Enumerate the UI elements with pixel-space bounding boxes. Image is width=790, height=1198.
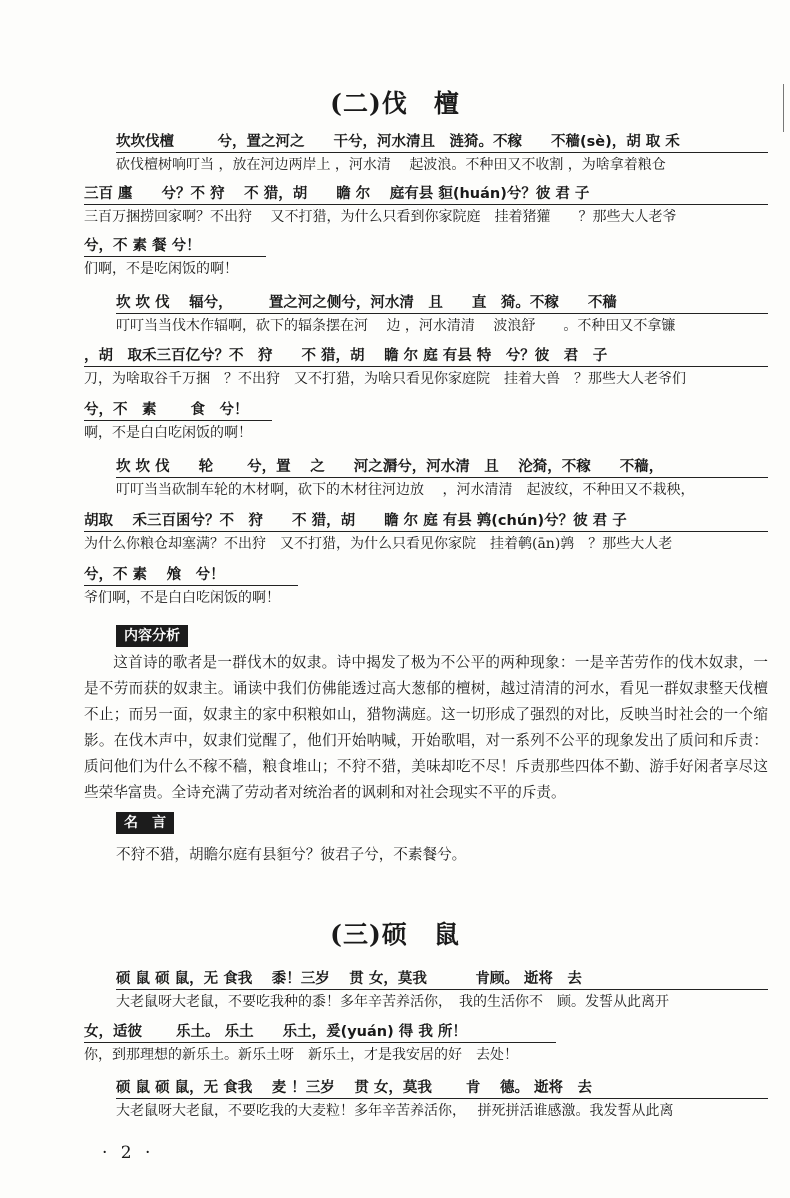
translation-line: 啊，不是白白吃闲饭的啊！ <box>84 425 252 441</box>
translation-line: 为什么你粮仓却塞满？不出狩 又不打猎，为什么只看见你家院 挂着鹌(ān)鹑 ？那些大人老 <box>84 536 673 552</box>
original-line: 女，适彼 乐土。 乐土 乐土，爰(yuán) 得 我 所！ <box>84 1022 556 1043</box>
translation-line: 叮叮当当砍制车轮的木材啊，砍下的木材往河边放 ，河水清清 起波纹，不种田又不栽秧， <box>116 482 695 498</box>
translation-line: 叮叮当当伐木作辐啊，砍下的辐条摆在河 边 ，河水清清 波浪舒 。不种田又不拿镰 <box>116 318 676 334</box>
quote-text: 不狩不猎，胡瞻尔庭有县貆兮？彼君子兮，不素餐兮。 <box>116 846 467 863</box>
original-line: 硕 鼠 硕 鼠，无 食我 麦 ！三岁 贯 女，莫我 肯 德。 逝将 去 <box>116 1078 768 1099</box>
translation-line: 大老鼠呀大老鼠，不要吃我种的黍！多年辛苦养活你， 我的生活你不 顾。发誓从此离开 <box>116 994 669 1010</box>
translation-line: 你，到那理想的新乐土。新乐土呀 新乐土，才是我安居的好 去处！ <box>84 1047 518 1063</box>
original-line: 兮，不 素 餐 兮！ <box>84 236 266 257</box>
original-line: 坎坎伐檀 兮，置之河之 干兮，河水清且 涟猗。不稼 不穑(sè)，胡 取 禾 <box>116 132 768 153</box>
section-tag-analysis: 内容分析 <box>116 625 188 647</box>
original-line: 硕 鼠 硕 鼠，无 食我 黍！三岁 贯 女，莫我 肯顾。 逝将 去 <box>116 969 768 990</box>
original-line: 兮，不 素 食 兮！ <box>84 400 272 421</box>
original-line: 三百 廛 兮？不 狩 不 猎，胡 瞻 尔 庭有县 貆(huán)兮？彼 君 子 <box>84 184 768 205</box>
original-line: 坎 坎 伐 辐兮， 置之河之侧兮，河水清 且 直 猗。不稼 不穑 <box>116 293 768 314</box>
original-line: ，胡 取禾三百亿兮？不 狩 不 猎，胡 瞻 尔 庭 有县 特 兮？彼 君 子 <box>84 346 768 367</box>
translation-line: 爷们啊，不是白白吃闲饭的啊！ <box>84 590 280 606</box>
poem-title-fatan: (二)伐 檀 <box>330 89 460 118</box>
poem-title-shuoshu: (三)硕 鼠 <box>330 920 460 949</box>
original-line: 胡取 禾三百囷兮？不 狩 不 猎，胡 瞻 尔 庭 有县 鹑(chún)兮？彼 君 子 <box>84 511 768 532</box>
translation-line: 砍伐檀树响叮当 ，放在河边两岸上 ，河水清 起波浪。不种田又不收割 ，为啥拿着粮仓 <box>116 157 666 173</box>
translation-line: 大老鼠呀大老鼠，不要吃我的大麦粒！多年辛苦养活你， 拼死拼活谁感激。我发誓从此离 <box>116 1103 674 1119</box>
page-number: · 2 · <box>102 1143 155 1163</box>
original-line: 兮，不 素 飧 兮！ <box>84 565 298 586</box>
original-line: 坎 坎 伐 轮 兮，置 之 河之漘兮，河水清 且 沦猗，不稼 不穑， <box>116 457 768 478</box>
translation-line: 刀，为啥取谷千万捆 ？不出狩 又不打猎，为啥只看见你家庭院 挂着大兽 ？那些大人老爷们 <box>84 371 686 387</box>
analysis-paragraph: 这首诗的歌者是一群伐木的奴隶。诗中揭发了极为不公平的两种现象：一是辛苦劳作的伐木奴隶，一是不劳而获的奴隶主。诵读中我们仿佛能透过高大葱郁的檀树，越过清清的河水，看见一群奴隶整天伐檀不止；而另一面，奴隶主的家中积粮如山，猎物满庭。这一切形成了强烈的对比，反映当时社会的一个缩影。在伐木声中，奴隶们觉醒了，他们开始呐喊，开始歌唱，对一系列不公平的现象发出了质问和斥责：质问他们为什么不稼不穑，粮食堆山；不狩不猎，美味却吃不尽！斥责那些四体不勤、游手好闲者享尽这些荣华富贵。全诗充满了劳动者对统治者的讽刺和对社会现实不平的斥责。 <box>84 654 768 801</box>
translation-line: 三百万捆捞回家啊？不出狩 又不打猎，为什么只看到你家院庭 挂着猪獾 ？那些大人老爷 <box>84 209 677 225</box>
translation-line: 们啊，不是吃闲饭的啊！ <box>84 261 238 277</box>
section-tag-quote: 名 言 <box>116 812 174 834</box>
